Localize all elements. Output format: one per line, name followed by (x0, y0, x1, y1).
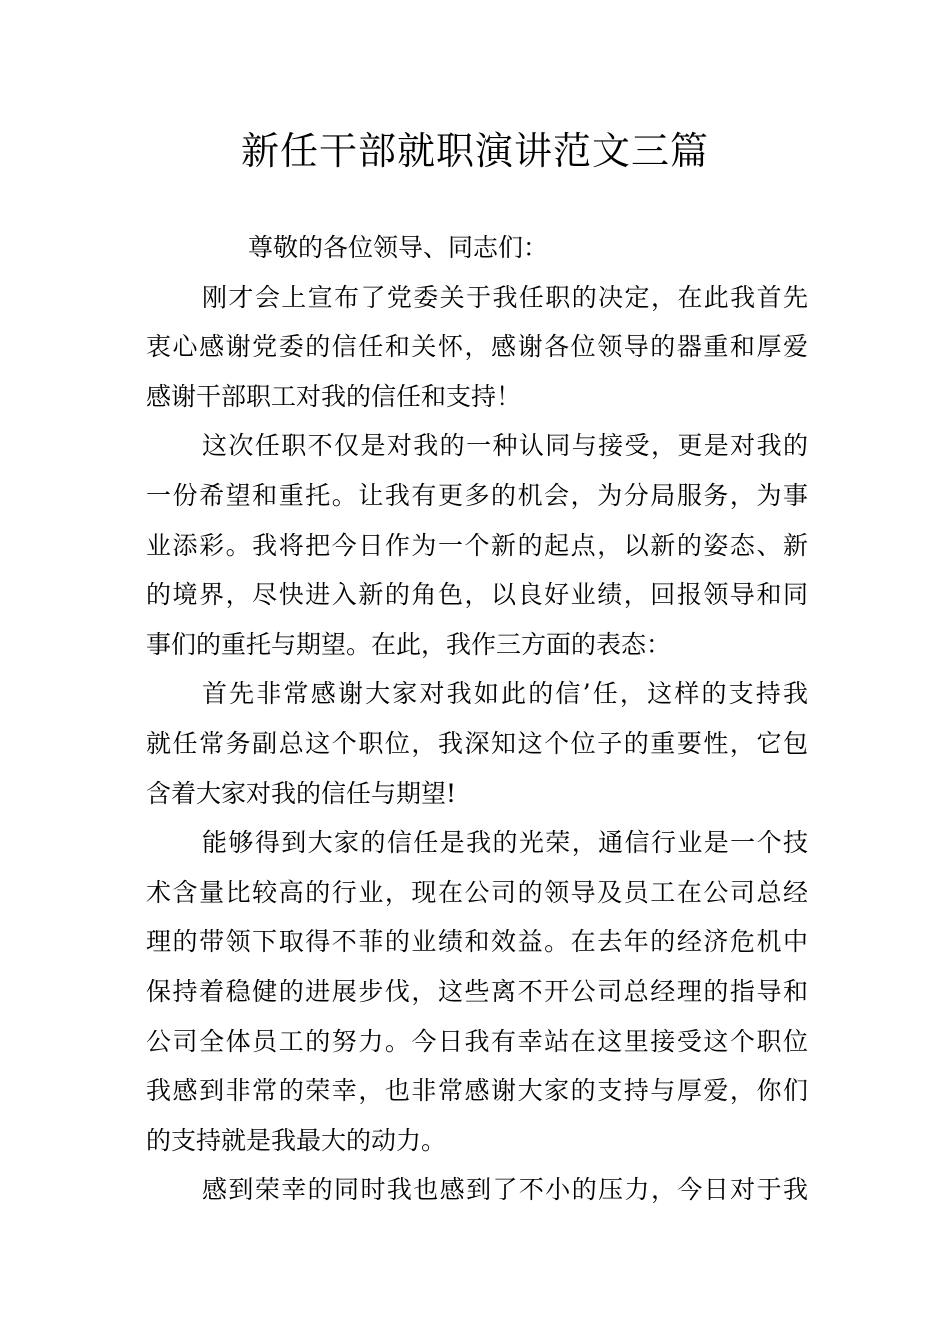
paragraph-5-line-1: 感到荣幸的同时我也感到了不小的压力，今日对于我 (202, 1175, 808, 1205)
paragraph-3-line-3: 含着大家对我的信任与期望! (146, 778, 457, 808)
paragraph-4-line-1: 能够得到大家的信任是我的光荣，通信行业是一个技 (202, 828, 808, 858)
salutation-line: 尊敬的各位领导、同志们： (248, 233, 549, 262)
paragraph-4-line-5: 公司全体员工的努力。今日我有幸站在这里接受这个职位 (146, 1026, 808, 1056)
paragraph-1-line-3: 感谢干部职工对我的信任和支持！ (146, 381, 522, 411)
paragraph-2-line-4: 的境界，尽快进入新的角色，以良好业绩，回报领导和同 (146, 580, 808, 610)
paragraph-4-line-2: 术含量比较高的行业，现在公司的领导及员工在公司总经 (146, 877, 808, 907)
paragraph-3-line-2: 就任常务副总这个职位，我深知这个位子的重要性，它包 (146, 728, 808, 758)
paragraph-2-line-3: 业添彩。我将把今日作为一个新的起点，以新的姿态、新 (146, 530, 808, 560)
document-title: 新任干部就职演讲范文三篇 (240, 129, 709, 173)
paragraph-3-line-1: 首先非常感谢大家对我如此的信’任，这样的支持我 (202, 679, 808, 709)
paragraph-2-line-5: 事们的重托与期望。在此，我作三方面的表态： (146, 629, 672, 659)
document-body (146, 223, 808, 1215)
paragraph-1-line-1: 刚才会上宣布了党委关于我任职的决定，在此我首先 (202, 282, 808, 312)
paragraph-4-line-7: 的支持就是我最大的动力。 (146, 1125, 447, 1155)
paragraph-1-line-2: 衷心感谢党委的信任和关怀，感谢各位领导的器重和厚爱 (146, 332, 808, 362)
paragraph-2-line-2: 一份希望和重托。让我有更多的机会，为分局服务，为事 (146, 480, 808, 510)
paragraph-4-line-3: 理的带领下取得不菲的业绩和效益。在去年的经济危机中 (146, 927, 808, 957)
paragraph-4-line-4: 保持着稳健的进展步伐，这些离不开公司总经理的指导和 (146, 976, 808, 1006)
paragraph-4-line-6: 我感到非常的荣幸，也非常感谢大家的支持与厚爱，你们 (146, 1076, 808, 1106)
paragraph-2-line-1: 这次任职不仅是对我的一种认同与接受，更是对我的 (202, 431, 808, 461)
